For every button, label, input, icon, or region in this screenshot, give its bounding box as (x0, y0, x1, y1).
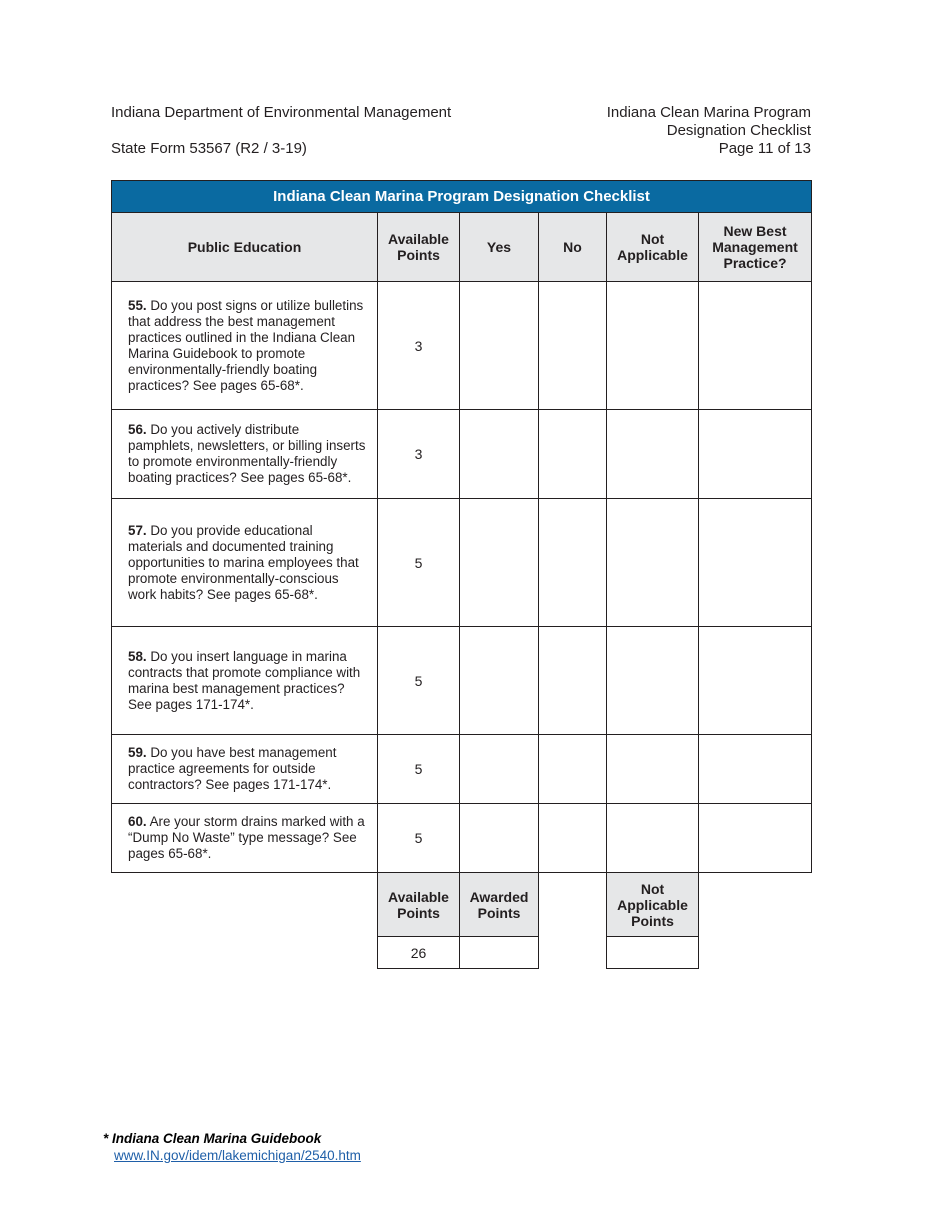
form-number: State Form 53567 (R2 / 3-19) (111, 140, 307, 157)
new-bmp-cell[interactable] (699, 735, 812, 804)
question-58 (112, 627, 378, 735)
question-56 (112, 410, 378, 499)
table-title: Indiana Clean Marina Program Designation Checklist (112, 181, 812, 213)
question-57 (112, 499, 378, 627)
total-na-points-label: Not Applicable Points (607, 873, 699, 937)
not-applicable-cell[interactable] (607, 627, 699, 735)
question-number: 55. (128, 297, 147, 313)
question-text: Do you post signs or utilize bulletins that address the best management practices outlined in the Indiana Clean Marina Guidebook to promote environmentally-friendly boating practices? See pages 65-68*. (128, 297, 364, 393)
page-number: Page 11 of 13 (718, 140, 811, 157)
new-bmp-cell[interactable] (699, 804, 812, 873)
total-available-points-label: Available Points (378, 873, 460, 937)
column-header-available-points: Available Points (378, 213, 460, 282)
document-name: Designation Checklist (666, 122, 811, 139)
question-59 (112, 735, 378, 804)
total-awarded-points-label: Awarded Points (460, 873, 539, 937)
yes-cell[interactable] (460, 410, 539, 499)
question-55 (112, 282, 378, 410)
question-text: Do you insert language in marina contracts that promote compliance with marina best management practices? See pages 171-174*. (128, 648, 361, 712)
header-right (607, 104, 811, 158)
table-row (112, 804, 812, 873)
new-bmp-cell[interactable] (699, 627, 812, 735)
yes-cell[interactable] (460, 627, 539, 735)
not-applicable-cell[interactable] (607, 282, 699, 410)
no-cell[interactable] (539, 499, 607, 627)
new-bmp-cell[interactable] (699, 410, 812, 499)
column-header-no: No (539, 213, 607, 282)
table-row (112, 627, 812, 735)
guidebook-link[interactable]: www.IN.gov/idem/lakemichigan/2540.htm (114, 1148, 361, 1163)
total-available-points-value: 26 (378, 937, 460, 969)
column-header-new-bmp: New Best Management Practice? (699, 213, 812, 282)
available-points-cell: 3 (378, 410, 460, 499)
points-totals-table (377, 872, 539, 969)
no-cell[interactable] (539, 735, 607, 804)
table-row (112, 499, 812, 627)
not-applicable-cell[interactable] (607, 735, 699, 804)
no-cell[interactable] (539, 410, 607, 499)
question-number: 58. (128, 648, 147, 664)
table-row (112, 735, 812, 804)
question-number: 60. (128, 814, 147, 829)
question-text: Do you provide educational materials and documented training opportunities to marina employees that promote environmentally-conscious work habits? See pages 65-68*. (128, 522, 359, 602)
yes-cell[interactable] (460, 282, 539, 410)
column-header-public-education: Public Education (112, 213, 378, 282)
not-applicable-cell[interactable] (607, 410, 699, 499)
question-60 (112, 804, 378, 873)
question-text: Are your storm drains marked with a “Dump No Waste” type message? See pages 65-68*. (128, 814, 365, 861)
column-header-not-applicable: Not Applicable (607, 213, 699, 282)
available-points-cell: 5 (378, 804, 460, 873)
column-header-yes: Yes (460, 213, 539, 282)
yes-cell[interactable] (460, 735, 539, 804)
no-cell[interactable] (539, 627, 607, 735)
question-text: Do you actively distribute pamphlets, newsletters, or billing inserts to promote environmentally-friendly boating practices? See pages 65-68*. (128, 422, 366, 485)
question-number: 56. (128, 422, 147, 437)
guidebook-footnote: * Indiana Clean Marina Guidebook (103, 1131, 322, 1146)
available-points-cell: 5 (378, 499, 460, 627)
new-bmp-cell[interactable] (699, 499, 812, 627)
available-points-cell: 3 (378, 282, 460, 410)
not-applicable-cell[interactable] (607, 499, 699, 627)
available-points-cell: 5 (378, 627, 460, 735)
na-points-table (606, 872, 699, 969)
question-text: Do you have best management practice agreements for outside contractors? See pages 171-174*. (128, 745, 337, 792)
yes-cell[interactable] (460, 804, 539, 873)
total-awarded-points-value[interactable] (460, 937, 539, 969)
agency-name: Indiana Department of Environmental Management (111, 104, 452, 121)
program-name: Indiana Clean Marina Program (606, 104, 811, 121)
question-number: 59. (128, 745, 147, 760)
yes-cell[interactable] (460, 499, 539, 627)
question-number: 57. (128, 522, 147, 538)
no-cell[interactable] (539, 804, 607, 873)
table-row (112, 282, 812, 410)
available-points-cell: 5 (378, 735, 460, 804)
total-na-points-value[interactable] (607, 937, 699, 969)
not-applicable-cell[interactable] (607, 804, 699, 873)
checklist-table (111, 180, 812, 873)
new-bmp-cell[interactable] (699, 282, 812, 410)
table-row (112, 410, 812, 499)
no-cell[interactable] (539, 282, 607, 410)
